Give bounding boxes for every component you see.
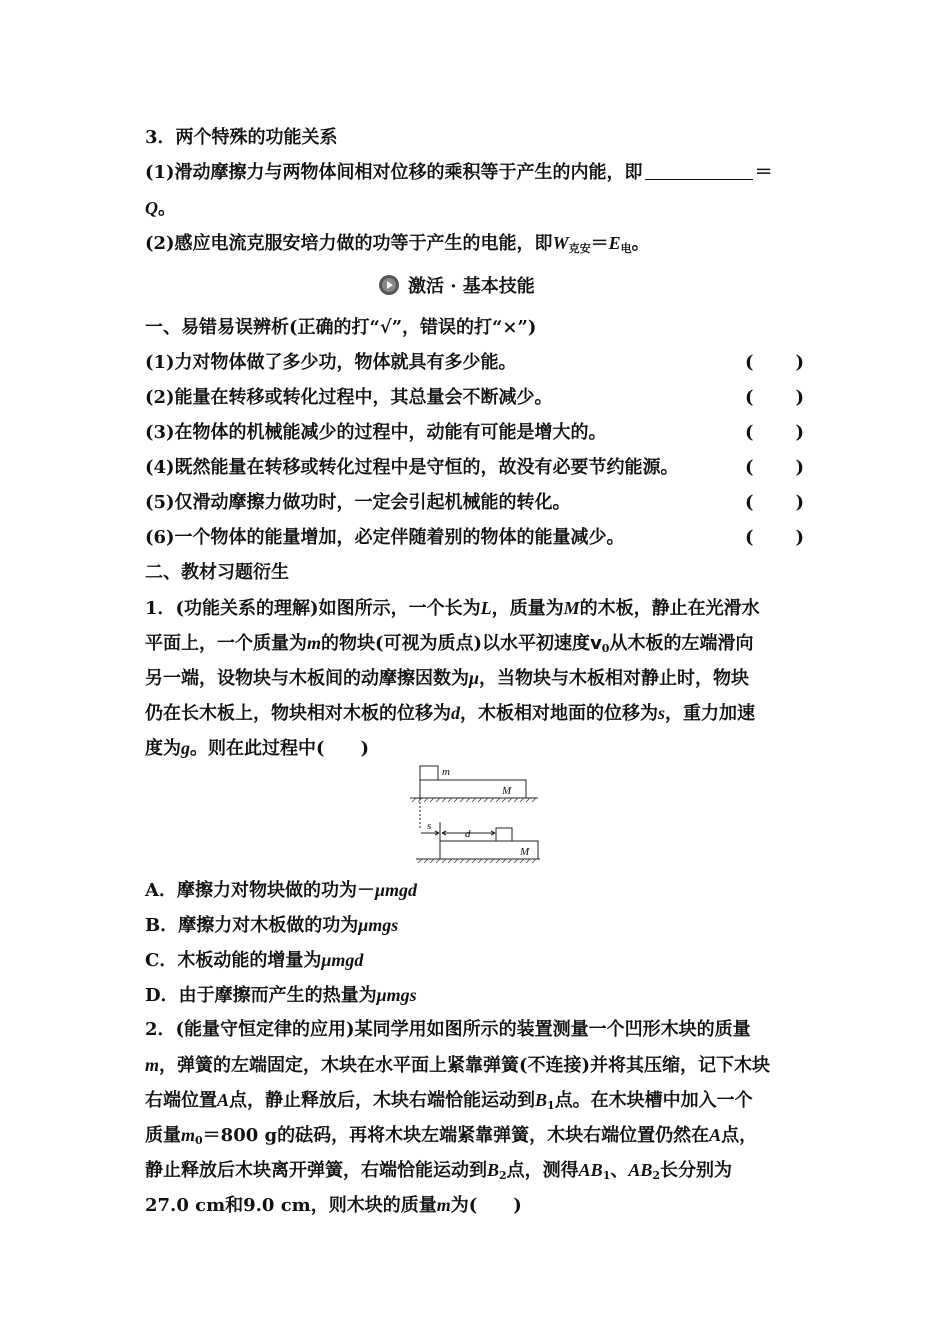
q1-line-5: 度为g。则在此过程中( ) (145, 738, 370, 759)
q1-line-2: 平面上，一个质量为m的物块(可视为质点)以水平初速度$v_0$从木板的左端滑向 (145, 633, 754, 655)
q2-line-3: 右端位置A点，静止释放后，木块右端恰能运动到$B_1$点。在木块槽中加入一个 (145, 1090, 753, 1112)
q1-line-3: 另一端，设物块与木板间的动摩擦因数为μ，当物块与木板相对静止时，物块 (145, 668, 750, 689)
q2-line-6: 27.0 cm和9.0 cm，则木块的质量m为( ) (145, 1195, 522, 1216)
answer-paren-5[interactable]: ( ) (745, 492, 807, 513)
q1-option-c[interactable]: C．木板动能的增量为μmgd (145, 950, 364, 971)
part2-heading: 二、教材习题衍生 (145, 562, 289, 583)
section-heading: 3．两个特殊的功能关系 (145, 127, 338, 148)
part1-heading: 一、易错易误辨析(正确的打“√”，错误的打“×”) (145, 317, 537, 338)
equals-sign: ＝ (590, 233, 609, 254)
section-banner (378, 272, 535, 298)
judge-item-4: (4)既然能量在转移或转化过程中是守恒的，故没有必要节约能源。 (145, 457, 679, 478)
q2-line-4: 质量$m_0=800$ g的砝码，再将木块左端紧靠弹簧，木块右端位置仍然在A点， (145, 1125, 758, 1147)
period: 。 (158, 198, 176, 219)
q2-line-2: m，弹簧的左端固定，木块在水平面上紧靠弹簧(不连接)并将其压缩，记下木块 (145, 1055, 771, 1076)
symbol-q: Q (145, 198, 158, 218)
answer-blank (645, 163, 753, 180)
label-d: d (465, 828, 471, 840)
answer-paren-6[interactable]: ( ) (745, 527, 807, 548)
section3-item-1 (145, 161, 773, 185)
equals-sign: ＝ (754, 162, 773, 183)
answer-paren-1[interactable]: ( ) (745, 352, 807, 373)
block-m-top (420, 766, 438, 780)
banner-title: 激活 · 基本技能 (408, 276, 535, 297)
judge-item-2: (2)能量在转移或转化过程中，其总量会不断减少。 (145, 387, 553, 408)
answer-paren-2[interactable]: ( ) (745, 387, 807, 408)
label-m: m (442, 766, 450, 778)
judge-item-5: (5)仅滑动摩擦力做功时，一定会引起机械能的转化。 (145, 492, 571, 513)
judge-item-6: (6)一个物体的能量增加，必定伴随着别的物体的能量减少。 (145, 527, 625, 548)
item-text: (2)感应电流克服安培力做的功等于产生的电能，即 (145, 233, 553, 254)
q2-line-1: 2．(能量守恒定律的应用)某同学用如图所示的装置测量一个凹形木块的质量 (145, 1019, 751, 1040)
judge-item-1: (1)力对物体做了多少功，物体就具有多少能。 (145, 352, 517, 373)
period: 。 (631, 233, 650, 254)
answer-paren-3[interactable]: ( ) (745, 422, 807, 443)
symbol-e: E (608, 233, 621, 253)
item-text: (1)滑动摩擦力与两物体间相对位移的乘积等于产生的内能，即 (145, 162, 643, 183)
label-M-bottom: M (520, 846, 530, 858)
section3-item-1-cont (145, 196, 176, 221)
block-m-bottom (496, 828, 512, 841)
symbol-w: W (552, 233, 569, 253)
label-M-top: M (502, 785, 512, 797)
q1-line-4: 仍在长木板上，物块相对木板的位移为d，木板相对地面的位移为s，重力加速 (145, 703, 756, 724)
subscript: 克安 (568, 242, 591, 255)
judge-item-3: (3)在物体的机械能减少的过程中，动能有可能是增大的。 (145, 422, 607, 443)
play-icon (378, 274, 400, 296)
label-s: s (427, 820, 432, 832)
answer-paren-4[interactable]: ( ) (745, 457, 807, 478)
q1-figure (410, 762, 544, 864)
q1-option-a[interactable]: A．摩擦力对物块做的功为－μmgd (145, 880, 417, 901)
q1-option-d[interactable]: D．由于摩擦而产生的热量为μmgs (145, 985, 417, 1006)
q1-line-1: 1．(功能关系的理解)如图所示，一个长为L，质量为M的木板，静止在光滑水 (145, 598, 760, 619)
q1-option-b[interactable]: B．摩擦力对木板做的功为μmgs (145, 915, 399, 936)
q2-line-5: 静止释放后木块离开弹簧，右端恰能运动到$B_2$点，测得$AB_1$、$AB_2$长分别为 (145, 1160, 733, 1182)
section3-item-2 (145, 231, 650, 261)
subscript: 电 (620, 242, 632, 255)
